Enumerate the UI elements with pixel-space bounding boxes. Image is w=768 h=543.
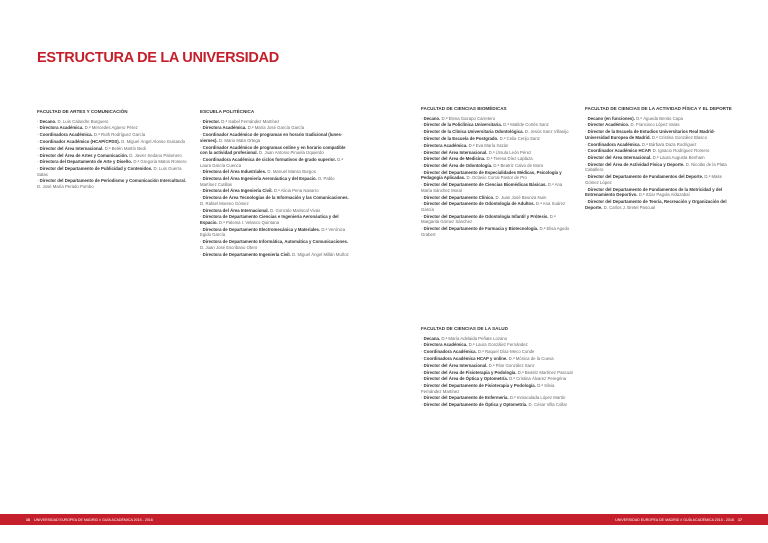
staff-role: Director de la Clínica Universitaria Odontológica. [423,129,524,135]
staff-name: D.ª Mercedes Agüero Pérez [84,125,138,131]
staff-name: D.ª Cristina Álvarez Peregrina [509,376,567,382]
column-escuela-politecnica [200,109,352,258]
bullet-marker: · [421,362,424,368]
staff-role: Coordinador Académico de programas online y en horario compatible con la actividad profesional. [200,144,346,156]
staff-list-item [200,145,352,156]
bullet-marker: · [421,129,424,135]
staff-role: Director de la Escuela de Postgrado. [423,135,499,141]
staff-name: D. Luis Guerra Salas [37,166,182,177]
staff-name: D.ª Elisa Agudo Grabert [421,226,570,237]
staff-list-item [585,129,733,140]
staff-role: Director del Departamento de Fisioterapia y Podología. [423,383,536,389]
bullet-marker: · [421,395,424,401]
staff-list-item [37,119,187,125]
staff-role: Coordinadora Académica. [423,349,477,355]
staff-role: Director del Área Internacional. [423,362,488,368]
staff-role: Director del Área de Óptica y Optometría. [423,376,508,382]
staff-role: Director del Departamento de Publicidad y Contenidos. [39,166,153,172]
staff-role: Director del Departamento de Fundamentos de la Motricidad y del Entrenamiento Deportivo. [585,186,723,198]
staff-list-item [421,195,573,201]
staff-list-item [585,116,733,122]
staff-role: Director del Departamento de Fundamentos del Deporte. [587,174,704,180]
staff-list-item [37,146,187,152]
staff-name: D.ª Itziar Pagola Aldazabal [638,192,690,198]
staff-list-item [585,148,733,154]
staff-list-item [421,136,573,142]
staff-name: D. Carlos J. Bretel Pascual [603,204,655,210]
staff-role: Coordinador Académico HCAP. [587,148,652,154]
column-ciencias-biomedicas [421,106,573,239]
staff-name: D.ª Gregoria Matos Romero [133,159,187,165]
staff-list-item [421,201,573,212]
staff-role: Director del Área de Artes y Comunicación. [39,152,129,158]
staff-role: Directora de Área Tecnologías de la Información y las Comunicaciones. [202,195,349,201]
bullet-marker: · [585,141,588,147]
column-heading: FACULTAD DE CIENCIAS BIOMÉDICAS [421,106,507,111]
staff-name: D. Javier Sedano Palomero [129,152,182,158]
page-number-right: 17 [738,517,742,522]
staff-name: D.ª Elena Gazapo Carretero [441,115,496,121]
bullet-marker: · [421,201,424,207]
staff-list-item [421,383,573,394]
staff-name: D.ª María Adelaida Peñate Lozano [441,335,508,341]
staff-list-item [37,139,187,145]
staff-role: Director del Departamento de Odontología de Adultos. [423,201,535,207]
staff-list-item [585,162,733,173]
bullet-marker: · [421,135,424,141]
bullet-marker: · [37,166,40,172]
staff-name: D. Miguel Ángel Alonso Guisando [121,138,186,144]
staff-list-item [421,370,573,376]
staff-list-item [200,169,352,175]
bullet-marker: · [37,178,40,184]
staff-list-item [200,252,352,258]
staff-role: Director del Departamento de Enfermería. [423,395,509,401]
staff-role: Directora Académica. [423,142,468,148]
bullet-marker: · [37,138,40,144]
staff-name: D. Octavio Corral Pastor de Pro [466,175,527,181]
staff-name: D.ª Úrsula León Pérez [488,149,532,155]
staff-list-item [421,163,573,169]
staff-list-item [421,143,573,149]
bullet-marker: · [585,115,588,121]
staff-list-item [421,214,573,225]
staff-list-item [200,125,352,131]
staff-list-item [37,178,187,189]
staff-name: D. Juan Antonio Pinuela Izquierdo [259,150,324,156]
bullet-marker: · [585,148,588,154]
column-heading: FACULTAD DE CIENCIAS DE LA ACTIVIDAD FÍSICA Y EL DEPORTE [585,106,732,111]
staff-role: Directora de Departamento Informática, Automática y Comunicaciones. [202,239,349,245]
staff-name: D.ª Pilar González Sanz [488,362,535,368]
staff-role: Directora del Departamento de Arte y Diseño. [39,159,133,165]
bullet-marker: · [421,226,424,232]
bullet-marker: · [37,145,40,151]
staff-name: D.ª Laura Augusta Benham [652,155,705,161]
column-ciencias-salud [421,326,573,409]
staff-role: Director del Área de Fisioterapia y Podología. [423,369,517,375]
staff-role: Coordinador Académico (HCAP/CPDS). [39,138,120,144]
bullet-marker: · [200,188,203,194]
bullet-marker: · [585,174,588,180]
staff-name: D. Rafael Moreno Gómez [200,200,249,206]
staff-role: Directora de Departamento Electromecánica y Materiales. [202,226,321,232]
footer-bar [0,514,768,525]
staff-name: D.ª Ana Suárez García [421,201,566,212]
staff-name: D. Nicolás de la Plata Caballero [585,161,727,173]
bullet-marker: · [200,195,203,201]
column-actividad-fisica-deporte [585,106,733,211]
footer-left [26,518,153,522]
staff-name: D.ª Celia Cerijo Sanz [499,135,540,141]
staff-role: Director del Área Internacional. [39,145,104,151]
bullet-marker: · [421,342,424,348]
staff-role: Director del Departamento de Odontología Infantil y Prótesis. [423,213,549,219]
page-title: ESTRUCTURA DE LA UNIVERSIDAD [37,50,279,66]
bullet-marker: · [585,122,588,128]
bullet-marker: · [200,156,203,162]
bullet-marker: · [421,402,424,408]
bullet-marker: · [200,207,203,213]
bullet-marker: · [200,132,203,138]
staff-name: D.ª Beatriz Martínez Pascual [517,369,573,375]
staff-role: Director del Departamento de Ciencias Biomédicas Básicas. [423,182,547,188]
staff-role: Directora del Área Internacional. [202,207,269,213]
staff-list-item [200,239,352,250]
staff-list-item [421,226,573,237]
staff-role: Director del Área de Odontología. [423,163,493,169]
bullet-marker: · [200,176,203,182]
staff-name: D.ª Cristina González Blasco [651,134,707,140]
staff-name: D.ª Margarita Gómez Sánchez [421,213,556,225]
page-number-left: 16 [26,517,30,522]
staff-list-item [200,214,352,225]
staff-list-item [200,208,352,214]
staff-list-item [37,132,187,138]
staff-role: Director del Departamento de Teoría, Recreación y Organización del Deporte. [585,199,727,210]
staff-name: D. Miguel Ángel Millán Muñoz [291,251,349,257]
staff-name: D.ª Ruth Rodríguez García [93,132,146,138]
staff-list-item [421,356,573,362]
staff-role: Director del Área de Actividad Física y Deporte. [587,161,685,167]
bullet-marker: · [200,214,203,220]
staff-list-item [200,119,352,125]
bullet-marker: · [421,349,424,355]
staff-name: D. Gonzalo Mariscal Vivas [269,207,321,213]
staff-list-item [200,195,352,206]
bullet-marker: · [37,125,40,131]
staff-list-item [200,176,352,187]
bullet-marker: · [421,115,424,121]
staff-role: Coordinadora Académica de ciclos formativos de grado superior. [202,156,336,162]
staff-list-item [421,182,573,193]
staff-role: Decana. [423,335,441,341]
staff-role: Directora de Departamento Ingeniería Civil. [202,251,291,257]
staff-list-item [585,122,733,128]
staff-list-item [421,122,573,128]
staff-list-item [200,157,352,168]
staff-list-item [37,125,187,131]
footer-left-text: UNIVERSIDAD EUROPEA DE MADRID // GUÍA ACADÉMICA 2015 - 2016 [34,517,153,522]
footer-right-text: UNIVERSIDAD EUROPEA DE MADRID // GUÍA ACADÉMICA 2015 - 2016 [615,517,734,522]
staff-list-item [37,153,187,159]
staff-list-item [585,174,733,185]
staff-list-item [37,166,187,177]
staff-name: D. César Villa Collar [528,402,568,408]
staff-name: D. José María Perado Pombo [37,184,94,190]
column-heading: ESCUELA POLITÉCNICA [200,109,255,114]
staff-name: D. Pablo Martínez Cutillas [200,176,335,187]
staff-name: D.ª Ana María Sánchez Moral [421,182,563,193]
bullet-marker: · [585,155,588,161]
bullet-marker: · [37,159,40,165]
staff-name: D.ª Matilde Cortés Sanz [503,122,549,128]
staff-name: D.ª Silvia Fernández Martínez [421,383,555,394]
bullet-marker: · [37,152,40,158]
staff-role: Coordinadora Académica. [39,132,93,138]
staff-name: D. Jesús Sanz Villanijo [524,129,569,135]
staff-name: D.ª Laura García Cuenca [200,156,344,168]
bullet-marker: · [421,163,424,169]
bullet-marker: · [421,383,424,389]
staff-name: D.ª Verónica Egido García [200,226,346,238]
bullet-marker: · [585,199,588,204]
bullet-marker: · [421,194,424,200]
staff-role: Directora del Área Ingeniería Aeronáutica y del Espacio. [202,176,317,182]
staff-list-item [37,159,187,165]
staff-name: D. Luis Calandre Burguero [57,118,109,124]
bullet-marker: · [421,149,424,155]
bullet-marker: · [585,161,588,167]
footer-right [615,518,742,522]
staff-role: Directora Académica. [39,125,84,131]
staff-role: Decano (en funciones). [587,115,635,121]
staff-name: D.ª Teresa Díez Laplaza [486,156,533,162]
staff-role: Directora de Departamento Ciencias e Ingeniería Aeronáutica y del Espacio. [200,214,339,225]
staff-name: D.ª Laura González Fernández [468,342,528,348]
staff-name: D.ª Alicia Pena Navarro [273,188,319,194]
staff-list-item [200,227,352,238]
staff-name: D.ª Paloma I. Velasco Quintana [218,219,279,225]
staff-name: D.ª Isabel Fernández Martínez [221,118,280,124]
staff-list-item [200,132,352,143]
staff-list-item [421,150,573,156]
staff-name: D.ª Eva María Irazán [468,142,509,148]
staff-list-item [421,395,573,401]
staff-role: Director del Área Internacional. [587,155,652,161]
staff-list-item [421,156,573,162]
bullet-marker: · [585,129,588,135]
staff-role: Coordinador Académico de programas en horario tradicional (lunes-viernes). [200,132,343,143]
staff-list-item [421,376,573,382]
staff-name: D.ª Maite Gómez López [585,174,722,185]
staff-role: Directora del Área Industriales. [202,169,267,175]
bullet-marker: · [200,239,203,245]
staff-list-item [585,155,733,161]
bullet-marker: · [421,213,424,219]
bullet-marker: · [421,182,424,188]
staff-name: D. Francisco López Varas [630,122,680,128]
bullet-marker: · [585,186,588,192]
staff-name: D. Juan José Beunza Nuin [495,194,547,200]
column-heading: FACULTAD DE CIENCIAS DE LA SALUD [421,326,508,331]
bullet-marker: · [421,376,424,382]
staff-role: Coordinadora Académica. [587,141,641,147]
staff-role: Director Académico. [587,122,630,128]
staff-list-item [421,349,573,355]
staff-role: Director del Departamento de Óptica y Optometría. [423,402,528,408]
staff-name: D.ª Águeda Benito Capa [636,115,683,121]
bullet-marker: · [200,169,203,175]
staff-role: Director del Departamento de Periodismo y Comunicación Intercultural. [39,178,186,184]
bullet-marker: · [421,369,424,375]
bullet-marker: · [421,355,424,361]
staff-name: D.ª María José García García [247,125,305,131]
staff-role: Decano. [39,118,57,124]
staff-role: Director del Departamento de Especialidades Médicas, Psicología y Pedagogía Aplicadas. [421,169,562,181]
staff-list-item [421,336,573,342]
staff-role: Director del Área de Medicina. [423,156,486,162]
bullet-marker: · [421,169,424,175]
staff-list-item [421,170,573,181]
column-heading: FACULTAD DE ARTES Y COMUNICACIÓN [37,109,128,114]
bullet-marker: · [200,125,203,131]
bullet-marker: · [37,118,40,124]
staff-name: D.ª Belén Martín Bedi [104,145,146,151]
bullet-marker: · [200,251,203,257]
staff-list-item [421,129,573,135]
staff-list-item [585,199,733,210]
staff-name: D.ª Beatriz Calvo de Mora [493,163,543,169]
staff-role: Director del Departamento Clínico. [423,194,495,200]
staff-list-item [421,402,573,408]
staff-role: Directora Académica. [202,125,247,131]
staff-role: Director del Departamento de Farmacia y Biotecnología. [423,226,539,232]
staff-name: D. Mario Mata Ortega [218,137,261,143]
staff-list-item [200,188,352,194]
staff-name: D. Manuel Manso Burgos [267,169,316,175]
bullet-marker: · [200,144,203,150]
staff-list-item [421,363,573,369]
staff-list-item [421,116,573,122]
staff-name: D.ª Raquel Díaz-Meco Conde [477,349,535,355]
staff-role: Director de la Policlínica Universitaria. [423,122,502,128]
staff-name: D. Juan José Escribano Otero [200,244,258,250]
staff-list-item [585,142,733,148]
bullet-marker: · [200,118,203,124]
staff-list-item [421,342,573,348]
bullet-marker: · [200,226,203,232]
bullet-marker: · [421,335,424,341]
column-artes-comunicacion [37,109,187,191]
staff-role: Director del Área Internacional. [423,149,488,155]
bullet-marker: · [37,132,40,138]
staff-role: Director de la Escuela de Estudios Universitarios Real Madrid-Universidad Europea de Madrid. [585,129,715,140]
staff-name: D.ª Bárbara Daza Rodríguez [641,141,697,147]
staff-list-item [585,187,733,198]
staff-role: Directora del Área Ingeniería Civil. [202,188,273,194]
staff-role: Coordinadora Académica HCAP y online. [423,355,508,361]
staff-name: D.ª Mónica de la Cueva [508,355,554,361]
bullet-marker: · [421,122,424,128]
staff-role: Directora Académica. [423,342,468,348]
staff-name: D. Ignacio Rodríguez Romero [652,148,710,154]
staff-name: D.ª Inmaculada López Martín [509,395,566,401]
staff-role: Decano. [423,115,441,121]
bullet-marker: · [421,142,424,148]
bullet-marker: · [421,156,424,162]
staff-role: Director. [202,118,221,124]
